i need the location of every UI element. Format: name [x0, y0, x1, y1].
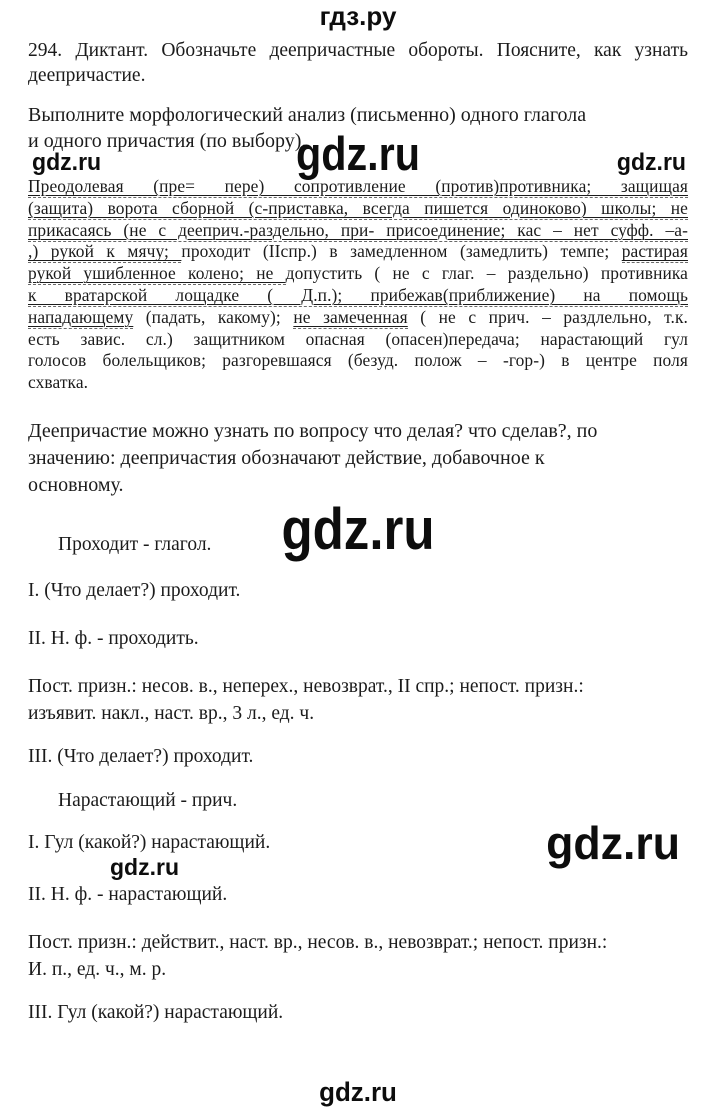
dictation-segment: растирая — [621, 241, 688, 262]
explanation-line: Деепричастие можно узнать по вопросу что делая? что сделав?, по — [28, 419, 598, 442]
watermark-right: gdz.ru — [616, 149, 686, 176]
watermark-center-large: gdz.ru — [295, 127, 421, 180]
site-logo: гдз.ру — [319, 1, 397, 31]
dictation-line — [28, 263, 688, 285]
watermark-small: gdz.ru — [110, 853, 179, 880]
dictation-segment: голосов болельщиков; разгоревшаяся (безуд. полож – -гор-) в центре поля — [28, 350, 688, 371]
dictation-segment: Преодолевая (пре= пере) сопротивление (против)противника; защищая — [28, 176, 688, 196]
dictation-segment: схватка. — [28, 372, 89, 393]
dictation-segment: рукой ушибленное колено; не — [28, 263, 286, 284]
task-line: 294. Диктант. Обозначьте деепричастные обороты. Поясните, как узнать — [28, 40, 688, 61]
explanation-line: значению: деепричастия обозначают действие, добавочное к — [28, 446, 545, 469]
dictation-line — [28, 198, 688, 220]
dictation-segment: к вратарской лощадке ( Д.п.); прибежав(приближение) на помощь — [28, 284, 688, 305]
verb-features-line: изъявит. накл., наст. вр., 3 л., ед. ч. — [28, 702, 315, 724]
dictation-segment: ( не с прич. – раздлельно, т.к. — [407, 306, 688, 327]
dictation-line — [28, 241, 688, 263]
dictation-line — [28, 220, 688, 242]
watermark-right-large: gdz.ru — [546, 816, 680, 869]
dictation-segment: нападающему — [28, 306, 134, 327]
dictation-segment: (защита) ворота сборной (с-приставка, всегда пишется одиноково) школы; не — [28, 197, 688, 218]
participle-step-1: I. Гул (какой?) нарастающий. — [28, 831, 271, 853]
explanation-line: основному. — [28, 473, 124, 496]
dictation-line — [28, 285, 688, 307]
participle-step-2: II. Н. ф. - нарастающий. — [28, 883, 228, 905]
dictation-line — [28, 329, 688, 351]
verb-step-3: III. (Что делает?) проходит. — [28, 745, 254, 767]
dictation-segment: не замеченная — [293, 306, 408, 327]
verb-features-line: Пост. призн.: несов. в., неперех., невозврат., II спр.; непост. призн.: — [28, 675, 584, 697]
participle-features-line: Пост. призн.: действит., наст. вр., несов. в., невозврат.; непост. призн.: — [28, 931, 608, 953]
dictation-segment: проходит (IIспр.) в замедленном (замедлить) темпе; — [181, 241, 622, 262]
dictation-paragraph — [28, 176, 688, 394]
dictation-segment: есть завис. сл.) защитником опасная (опасен)передача; нарастающий гул — [28, 328, 688, 349]
participle-step-3: III. Гул (какой?) нарастающий. — [28, 1001, 284, 1023]
assignment-line: Выполните морфологический анализ (письменно) одного глагола — [28, 104, 587, 126]
explanation-paragraph — [28, 418, 688, 499]
participle-features-line: И. п., ед. ч., м. р. — [28, 958, 167, 980]
dictation-line — [28, 307, 688, 329]
dictation-line — [28, 372, 688, 394]
dictation-segment: (падать, какому); — [133, 306, 294, 327]
participle-step-1-row — [28, 816, 688, 880]
participle-features — [28, 929, 688, 983]
watermark-center-huge: gdz.ru — [281, 496, 435, 562]
dictation-segment: прикасаясь (не с дееприч.-раздельно, при- присоединение; кас – нет суфф. –а- — [28, 219, 688, 240]
verb-analysis-title: Проходит - глагол. — [58, 533, 212, 555]
task-line: деепричастие. — [28, 65, 146, 86]
watermark-bottom: gdz.ru — [319, 1076, 397, 1107]
task-statement — [28, 38, 688, 88]
watermark-left: gdz.ru — [32, 149, 102, 176]
dictation-segment: ,) рукой к мячу; — [28, 241, 182, 262]
assignment-line: и одного причастия (по выбору). — [28, 130, 307, 152]
verb-step-2: II. Н. ф. - проходить. — [28, 627, 199, 649]
participle-analysis-title: Нарастающий - прич. — [58, 789, 238, 811]
verb-features — [28, 673, 688, 727]
dictation-segment: допустить ( не с глаг. – раздельно) противника — [285, 263, 688, 284]
verb-analysis-header — [28, 496, 688, 569]
verb-step-1: I. (Что делает?) проходит. — [28, 579, 241, 601]
dictation-line — [28, 350, 688, 372]
